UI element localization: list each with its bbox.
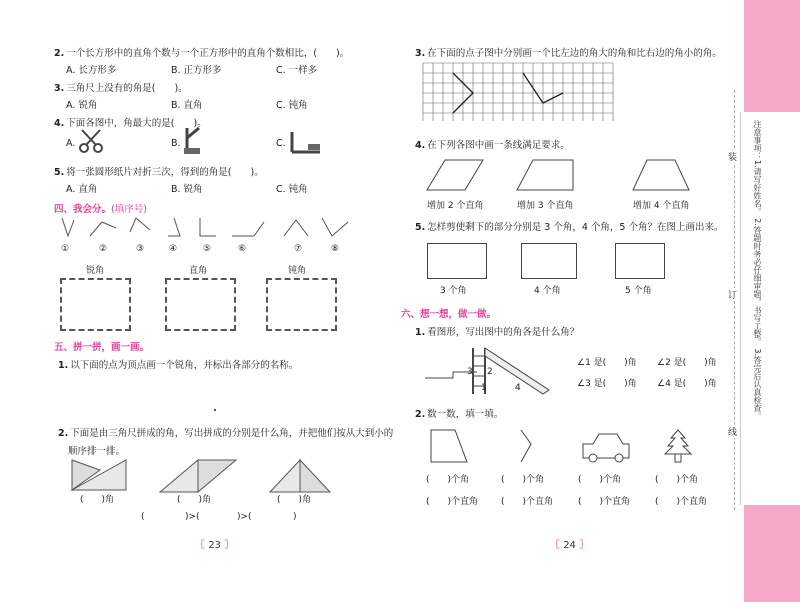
option-a[interactable]: A. 直角 <box>66 184 98 195</box>
section-5-question-2-cont: 顺序排一排。 <box>68 446 126 457</box>
count-right-angles[interactable]: ( )个直角 <box>426 497 479 507</box>
count-angles[interactable]: ( )个角 <box>501 475 545 485</box>
page-23 <box>0 0 395 602</box>
question-4: 4. 下面各图中，角最大的是( )。 <box>54 118 207 129</box>
question-5: 5. 将一张圆形纸片对折三次，得到的角是( )。 <box>54 167 264 178</box>
notice-text: 注意事项：1.请写好姓名。 2.答题时务必仔细审题，书写工整。 3.答完后认真检查。 <box>753 120 762 420</box>
shape-label: 增加 4 个直角 <box>633 201 690 211</box>
binding-mark: 装 <box>728 150 737 163</box>
binding-strip-bottom <box>744 505 800 602</box>
section-5-question-2: 2. 下面是由三角尺拼成的角，写出拼成的分别是什么角，并把他们按从大到小的 <box>58 428 394 439</box>
section-6-question-2: 2. 数一数，填一填。 <box>415 409 504 420</box>
set-square-figure-1 <box>70 458 130 492</box>
angle-label-1: 1 <box>481 383 487 393</box>
option-a[interactable]: A. 锐角 <box>66 100 98 111</box>
count-right-angles[interactable]: ( )个直角 <box>578 497 631 507</box>
shape-label: 增加 2 个直角 <box>427 201 484 211</box>
arrow-figure <box>519 428 535 464</box>
question-2: 2. 一个长方形中的直角个数与一个正方形中的直角个数相比，( )。 <box>54 48 350 59</box>
figure-number: ② <box>99 244 108 254</box>
angle-label-4: 4 <box>515 383 521 393</box>
question-4: 4. 在下列各图中画一条线满足要求。 <box>415 140 570 151</box>
vertex-dot[interactable] <box>214 409 216 411</box>
angle-answer[interactable]: ∠1 是( )角 <box>577 358 637 368</box>
angle-label-2: 2 <box>487 367 493 377</box>
figure-number: ⑧ <box>331 244 340 254</box>
angle-label-3: 3 <box>467 367 473 377</box>
shape-label: 增加 3 个直角 <box>517 201 574 211</box>
square-5-angles[interactable] <box>615 243 665 279</box>
trapezoid-shape[interactable] <box>515 158 575 192</box>
set-square-figure-3 <box>268 458 332 494</box>
right-trapezoid-shape[interactable] <box>631 158 691 192</box>
angle-figures <box>54 214 354 240</box>
car-figure <box>581 430 631 462</box>
binding-strip-top <box>744 0 800 112</box>
square-4-angles[interactable] <box>521 243 577 279</box>
figure-number: ⑤ <box>203 244 212 254</box>
angle-blank[interactable]: ( )角 <box>80 495 115 505</box>
square-3-angles[interactable] <box>427 243 487 279</box>
tree-figure <box>663 428 693 464</box>
square-label: 5 个角 <box>625 286 652 296</box>
order-sep[interactable]: )>( <box>185 512 200 522</box>
section-6-question-1: 1. 看图形，写出图中的角各是什么角？ <box>415 327 580 338</box>
order-open: ( <box>141 512 145 522</box>
question-3: 3. 在下面的点子图中分别画一个比左边的角大的角和比右边的角小的角。 <box>415 48 722 59</box>
square-label: 3 个角 <box>440 286 467 296</box>
parallelogram-shape[interactable] <box>425 158 485 192</box>
option-c[interactable]: C. <box>276 138 286 149</box>
angle-answer[interactable]: ∠3 是( )角 <box>577 379 637 389</box>
figure-number: ④ <box>169 244 178 254</box>
slide-picture <box>423 338 553 396</box>
count-angles[interactable]: ( )个角 <box>426 475 470 485</box>
angle-blank[interactable]: ( )角 <box>277 495 312 505</box>
option-c[interactable]: C. 钝角 <box>276 100 308 111</box>
pliers-icon <box>183 126 205 156</box>
category-label: 锐角 <box>86 266 105 276</box>
figure-number: ⑥ <box>238 244 247 254</box>
count-angles[interactable]: ( )个角 <box>655 475 699 485</box>
page-24 <box>395 0 740 602</box>
angle-answer[interactable]: ∠2 是( )角 <box>657 358 717 368</box>
figure-number: ⑦ <box>294 244 303 254</box>
question-5: 5. 怎样剪使剩下的部分分别是 3 个角，4 个角，5 个角？在图上画出来。 <box>415 222 724 233</box>
category-label: 钝角 <box>288 266 307 276</box>
option-c[interactable]: C. 钝角 <box>276 184 308 195</box>
set-square-figure-2 <box>158 458 238 494</box>
count-right-angles[interactable]: ( )个直角 <box>655 497 708 507</box>
option-b[interactable]: B. 正方形多 <box>171 65 222 76</box>
section-5-title: 五、拼一拼，画一画。 <box>54 342 150 353</box>
option-a[interactable]: A. 长方形多 <box>66 65 117 76</box>
page-number: 〖 23 〗 <box>195 540 235 551</box>
answer-box-acute[interactable] <box>60 278 131 331</box>
count-angles[interactable]: ( )个角 <box>578 475 622 485</box>
option-c[interactable]: C. 一样多 <box>276 65 318 76</box>
question-3: 3. 三角尺上没有的角是( )。 <box>54 83 188 94</box>
angle-answer[interactable]: ∠4 是( )角 <box>657 379 717 389</box>
page-number: 〖 24 〗 <box>550 540 590 551</box>
scissors-icon <box>78 128 106 154</box>
category-label: 直角 <box>189 266 208 276</box>
section-4-title: 四、我会分。(填序号) <box>54 204 147 215</box>
dot-grid[interactable] <box>423 63 613 121</box>
answer-box-right[interactable] <box>165 278 236 331</box>
section-6-title: 六、想一想，做一做。 <box>401 309 497 320</box>
figure-number: ① <box>61 244 70 254</box>
trapezoid-figure <box>429 428 469 464</box>
option-b[interactable]: B. 锐角 <box>171 184 203 195</box>
binding-mark: 订 <box>728 288 737 301</box>
clamp-icon <box>288 130 324 156</box>
count-right-angles[interactable]: ( )个直角 <box>501 497 554 507</box>
order-close: ) <box>293 512 297 522</box>
order-sep[interactable]: )>( <box>237 512 252 522</box>
option-a[interactable]: A. <box>66 138 76 149</box>
option-b[interactable]: B. 直角 <box>171 100 203 111</box>
figure-number: ③ <box>136 244 145 254</box>
section-5-question-1: 1. 以下面的点为顶点画一个锐角，并标出各部分的名称。 <box>58 360 299 371</box>
binding-panel <box>740 112 800 505</box>
angle-blank[interactable]: ( )角 <box>177 495 212 505</box>
binding-mark: 线 <box>728 425 737 438</box>
square-label: 4 个角 <box>534 286 561 296</box>
answer-box-obtuse[interactable] <box>266 278 337 331</box>
option-b[interactable]: B. <box>171 138 181 149</box>
